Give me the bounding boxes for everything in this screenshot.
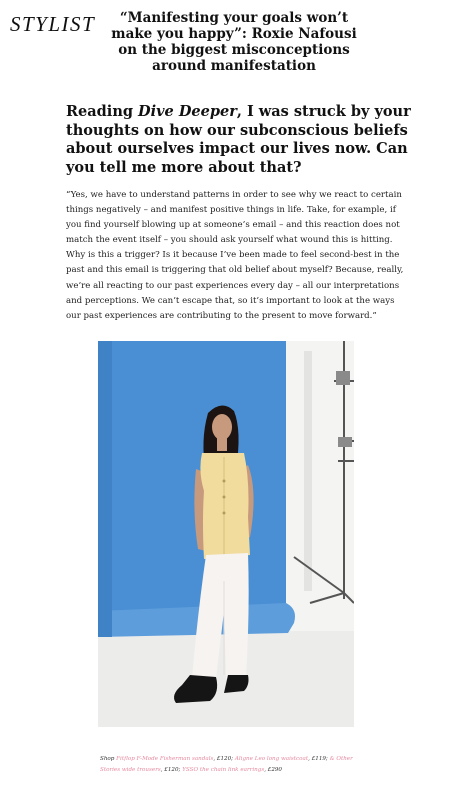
waistcoat bbox=[200, 453, 250, 559]
shop-link-earrings[interactable]: YSSO the chain link earrings bbox=[182, 767, 265, 773]
interview-question bbox=[66, 103, 411, 177]
article-headline: “Manifesting your goals won’t make you happy”: Roxie Nafousi on the biggest misconceptions around manifestation bbox=[111, 10, 357, 74]
photo-illustration bbox=[98, 341, 354, 727]
price-trousers: , £120; bbox=[160, 767, 183, 773]
caption-prefix: Shop bbox=[100, 756, 117, 762]
price-waistcoat: , £119; bbox=[308, 756, 330, 762]
price-sandals: , £120; bbox=[213, 756, 235, 762]
shop-link-trousers[interactable]: & Other Stories wide trousers bbox=[100, 756, 353, 773]
shop-link-sandals[interactable]: Fitflop F-Mode Fisherman sandals bbox=[116, 756, 214, 762]
article-photo bbox=[98, 341, 354, 727]
question-prefix: Reading bbox=[66, 103, 139, 120]
question-suffix: , I was struck by your thoughts on how our subconscious beliefs about ourselves impact our lives now. Can you tell me more about that? bbox=[66, 103, 411, 176]
interview-answer: “Yes, we have to understand patterns in order to see why we react to certain things negatively – and manifest positive things in life. Take, for example, if you find yourself blowing up at someone’s email – and this reaction does not match the event itself – you should ask yourself what wound this is hitting. Why is this a trigger? Is it because I’ve been made to feel second-best in the past and this email is triggering that old belief about myself? Because, really, we’re all reacting to our past experiences every day – all our interpretations and perceptions. We can’t escape that, so it’s important to look at the ways our past experiences are contributing to the present to move forward.” bbox=[66, 190, 404, 321]
shop-caption bbox=[100, 754, 370, 776]
shop-link-waistcoat[interactable]: Aligne Leo long waistcoat bbox=[234, 756, 309, 762]
book-title: Dive Deeper bbox=[138, 103, 237, 120]
site-logo[interactable]: STYLIST bbox=[10, 12, 96, 36]
price-earrings: , £290 bbox=[264, 767, 282, 773]
blue-backdrop bbox=[98, 341, 286, 617]
